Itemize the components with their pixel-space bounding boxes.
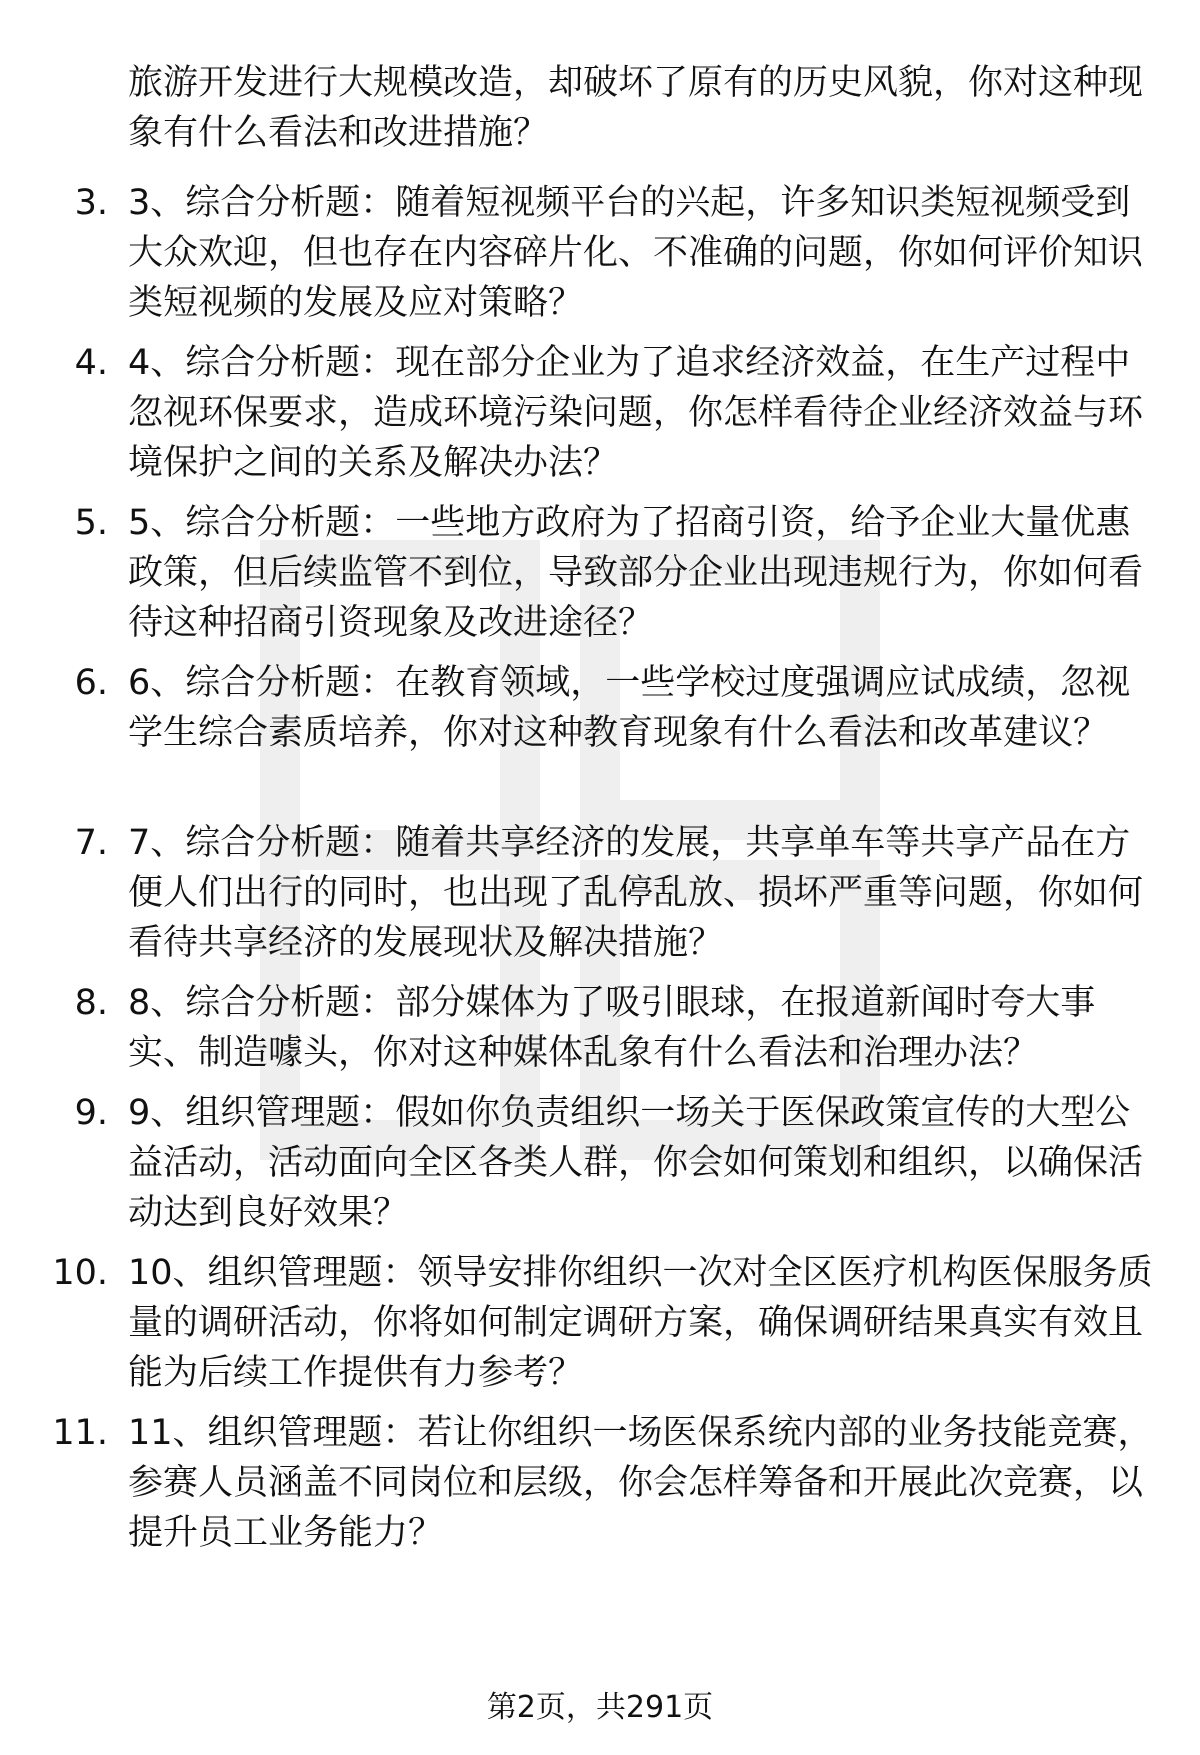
question-text: 10、组织管理题：领导安排你组织一次对全区医疗机构医保服务质量的调研活动，你将如何制定调研方案，确保调研结果真实有效且能为后续工作提供有力参考？ [128,1253,1153,1393]
question-number: 6. [74,663,108,703]
question-text: 7、综合分析题：随着共享经济的发展，共享单车等共享产品在方便人们出行的同时，也出现了乱停乱放、损坏严重等问题，你如何看待共享经济的发展现状及解决措施？ [128,823,1144,963]
question-number: 10. [52,1253,108,1293]
question-number: 5. [74,503,108,543]
question-number: 3. [74,183,108,223]
question-text: 5、综合分析题：一些地方政府为了招商引资，给予企业大量优惠政策，但后续监管不到位，导致部分企业出现违规行为，你如何看待这种招商引资现象及改进途径？ [128,503,1144,643]
question-text: 6、综合分析题：在教育领域，一些学校过度强调应试成绩，忽视学生综合素质培养，你对这种教育现象有什么看法和改革建议？ [128,663,1131,753]
page-footer: 第2页，共291页 [486,1690,714,1725]
question-number: 4. [74,343,108,383]
question-number: 11. [52,1413,108,1453]
question-text: 3、综合分析题：随着短视频平台的兴起，许多知识类短视频受到大众欢迎，但也存在内容碎片化、不准确的问题，你如何评价知识类短视频的发展及应对策略？ [128,183,1144,323]
question-number: 7. [74,823,108,863]
question-text: 11、组织管理题：若让你组织一场医保系统内部的业务技能竞赛，参赛人员涵盖不同岗位和层级，你会怎样筹备和开展此次竞赛，以提升员工业务能力？ [128,1413,1153,1553]
question-2-continuation: 旅游开发进行大规模改造，却破坏了原有的历史风貌，你对这种现象有什么看法和改进措施？ [128,63,1144,153]
question-text: 8、综合分析题：部分媒体为了吸引眼球，在报道新闻时夸大事实、制造噱头，你对这种媒体乱象有什么看法和治理办法？ [128,983,1096,1073]
question-number: 8. [74,983,108,1023]
question-text: 4、综合分析题：现在部分企业为了追求经济效益，在生产过程中忽视环保要求，造成环境污染问题，你怎样看待企业经济效益与环境保护之间的关系及解决办法？ [128,343,1144,483]
question-text: 9、组织管理题：假如你负责组织一场关于医保政策宣传的大型公益活动，活动面向全区各类人群，你会如何策划和组织，以确保活动达到良好效果？ [128,1093,1144,1233]
question-number: 9. [74,1093,108,1133]
